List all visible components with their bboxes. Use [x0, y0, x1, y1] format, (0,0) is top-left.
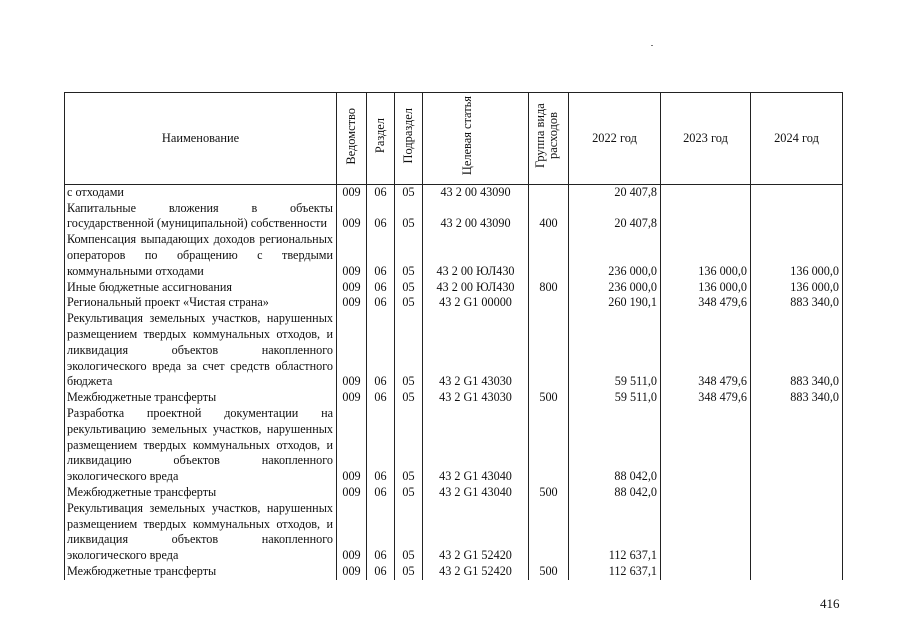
row-value-2024	[751, 564, 843, 580]
header-gruppa-vida-rashodov: Группа вида расходов	[529, 93, 569, 185]
row-value-2024: 883 340,0	[751, 311, 843, 390]
table-body	[65, 184, 843, 579]
row-name: Разработка проектной документации на рекультивацию земельных участков, нарушенных размещением твердых коммунальных отходов, и ликвидацию объектов накопленного экологического вреда	[65, 406, 337, 485]
row-name: Компенсация выпадающих доходов региональных операторов по обращению с твердыми коммунальными отходами	[65, 232, 337, 279]
row-value-2023	[661, 485, 751, 501]
row-celevaya-statya: 43 2 00 43090	[423, 201, 529, 233]
budget-table	[64, 92, 843, 580]
row-vedomstvo: 009	[337, 280, 367, 296]
row-value-2022: 112 637,1	[569, 501, 661, 564]
row-value-2024: 136 000,0	[751, 232, 843, 279]
row-gruppa-vida-rashodov	[529, 295, 569, 311]
row-razdel: 06	[367, 485, 395, 501]
row-podrazdel: 05	[395, 311, 423, 390]
row-vedomstvo: 009	[337, 232, 367, 279]
row-name: Рекультивация земельных участков, нарушенных размещением твердых коммунальных отходов, и ликвидация объектов накопленного экологического вреда	[65, 501, 337, 564]
table-row	[65, 280, 843, 296]
row-celevaya-statya: 43 2 G1 00000	[423, 295, 529, 311]
row-razdel: 06	[367, 406, 395, 485]
row-gruppa-vida-rashodov: 500	[529, 390, 569, 406]
row-vedomstvo: 009	[337, 311, 367, 390]
row-podrazdel: 05	[395, 184, 423, 200]
row-name: Иные бюджетные ассигнования	[65, 280, 337, 296]
table-row	[65, 406, 843, 485]
row-name: Рекультивация земельных участков, нарушенных размещением твердых коммунальных отходов, и ликвидация объектов накопленного экологического вреда за счет средств областного бюджета	[65, 311, 337, 390]
row-value-2023	[661, 564, 751, 580]
row-value-2023	[661, 201, 751, 233]
row-celevaya-statya: 43 2 00 ЮЛ430	[423, 280, 529, 296]
row-value-2023: 136 000,0	[661, 280, 751, 296]
row-value-2024	[751, 184, 843, 200]
row-value-2024	[751, 485, 843, 501]
row-podrazdel: 05	[395, 564, 423, 580]
row-celevaya-statya: 43 2 G1 52420	[423, 501, 529, 564]
row-name: Межбюджетные трансферты	[65, 564, 337, 580]
row-value-2023: 348 479,6	[661, 295, 751, 311]
table-header-row	[65, 93, 843, 185]
row-podrazdel: 05	[395, 295, 423, 311]
row-podrazdel: 05	[395, 201, 423, 233]
row-gruppa-vida-rashodov: 500	[529, 485, 569, 501]
table-row	[65, 564, 843, 580]
row-value-2023	[661, 406, 751, 485]
row-podrazdel: 05	[395, 232, 423, 279]
header-vedomstvo: Ведомство	[337, 93, 367, 185]
row-vedomstvo: 009	[337, 295, 367, 311]
row-razdel: 06	[367, 280, 395, 296]
table-row	[65, 295, 843, 311]
row-value-2022: 20 407,8	[569, 201, 661, 233]
table-row	[65, 232, 843, 279]
row-name: Межбюджетные трансферты	[65, 485, 337, 501]
row-name: Региональный проект «Чистая страна»	[65, 295, 337, 311]
header-podrazdel: Подраздел	[395, 93, 423, 185]
row-podrazdel: 05	[395, 406, 423, 485]
row-value-2024: 883 340,0	[751, 390, 843, 406]
row-gruppa-vida-rashodov	[529, 311, 569, 390]
table-row	[65, 485, 843, 501]
row-vedomstvo: 009	[337, 184, 367, 200]
row-gruppa-vida-rashodov	[529, 406, 569, 485]
row-razdel: 06	[367, 184, 395, 200]
header-razdel: Раздел	[367, 93, 395, 185]
row-value-2023	[661, 501, 751, 564]
row-name: Капитальные вложения в объекты государственной (муниципальной) собственности	[65, 201, 337, 233]
row-celevaya-statya: 43 2 00 43090	[423, 184, 529, 200]
row-razdel: 06	[367, 295, 395, 311]
page-number: 416	[820, 596, 840, 611]
row-value-2023: 348 479,6	[661, 390, 751, 406]
row-value-2022: 59 511,0	[569, 390, 661, 406]
row-value-2022: 20 407,8	[569, 184, 661, 200]
row-value-2024	[751, 501, 843, 564]
row-gruppa-vida-rashodov: 800	[529, 280, 569, 296]
row-podrazdel: 05	[395, 485, 423, 501]
row-vedomstvo: 009	[337, 485, 367, 501]
row-name: с отходами	[65, 184, 337, 200]
header-celevaya-statya: Целевая статья	[423, 93, 529, 185]
header-name: Наименование	[65, 93, 337, 185]
row-razdel: 06	[367, 232, 395, 279]
row-podrazdel: 05	[395, 280, 423, 296]
table-row	[65, 311, 843, 390]
row-podrazdel: 05	[395, 390, 423, 406]
scan-speck	[651, 45, 653, 46]
row-value-2023: 136 000,0	[661, 232, 751, 279]
row-value-2024	[751, 201, 843, 233]
row-value-2022: 260 190,1	[569, 295, 661, 311]
row-value-2024: 136 000,0	[751, 280, 843, 296]
row-gruppa-vida-rashodov	[529, 501, 569, 564]
header-2024: 2024 год	[751, 93, 843, 185]
row-value-2022: 112 637,1	[569, 564, 661, 580]
row-razdel: 06	[367, 564, 395, 580]
row-celevaya-statya: 43 2 G1 43040	[423, 485, 529, 501]
row-vedomstvo: 009	[337, 501, 367, 564]
row-celevaya-statya: 43 2 00 ЮЛ430	[423, 232, 529, 279]
row-vedomstvo: 009	[337, 201, 367, 233]
row-value-2023	[661, 184, 751, 200]
row-gruppa-vida-rashodov: 500	[529, 564, 569, 580]
row-value-2022: 59 511,0	[569, 311, 661, 390]
row-celevaya-statya: 43 2 G1 43040	[423, 406, 529, 485]
row-razdel: 06	[367, 390, 395, 406]
row-value-2022: 236 000,0	[569, 232, 661, 279]
row-razdel: 06	[367, 201, 395, 233]
row-celevaya-statya: 43 2 G1 43030	[423, 311, 529, 390]
row-gruppa-vida-rashodov: 400	[529, 201, 569, 233]
row-celevaya-statya: 43 2 G1 43030	[423, 390, 529, 406]
header-2023: 2023 год	[661, 93, 751, 185]
row-value-2024: 883 340,0	[751, 295, 843, 311]
table-row	[65, 201, 843, 233]
row-value-2024	[751, 406, 843, 485]
row-value-2022: 88 042,0	[569, 406, 661, 485]
row-vedomstvo: 009	[337, 406, 367, 485]
row-value-2022: 88 042,0	[569, 485, 661, 501]
row-podrazdel: 05	[395, 501, 423, 564]
row-value-2023: 348 479,6	[661, 311, 751, 390]
row-celevaya-statya: 43 2 G1 52420	[423, 564, 529, 580]
row-vedomstvo: 009	[337, 564, 367, 580]
row-vedomstvo: 009	[337, 390, 367, 406]
row-razdel: 06	[367, 311, 395, 390]
table-row	[65, 184, 843, 200]
row-name: Межбюджетные трансферты	[65, 390, 337, 406]
header-2022: 2022 год	[569, 93, 661, 185]
row-gruppa-vida-rashodov	[529, 232, 569, 279]
table-row	[65, 390, 843, 406]
row-razdel: 06	[367, 501, 395, 564]
row-gruppa-vida-rashodov	[529, 184, 569, 200]
row-value-2022: 236 000,0	[569, 280, 661, 296]
table-row	[65, 501, 843, 564]
